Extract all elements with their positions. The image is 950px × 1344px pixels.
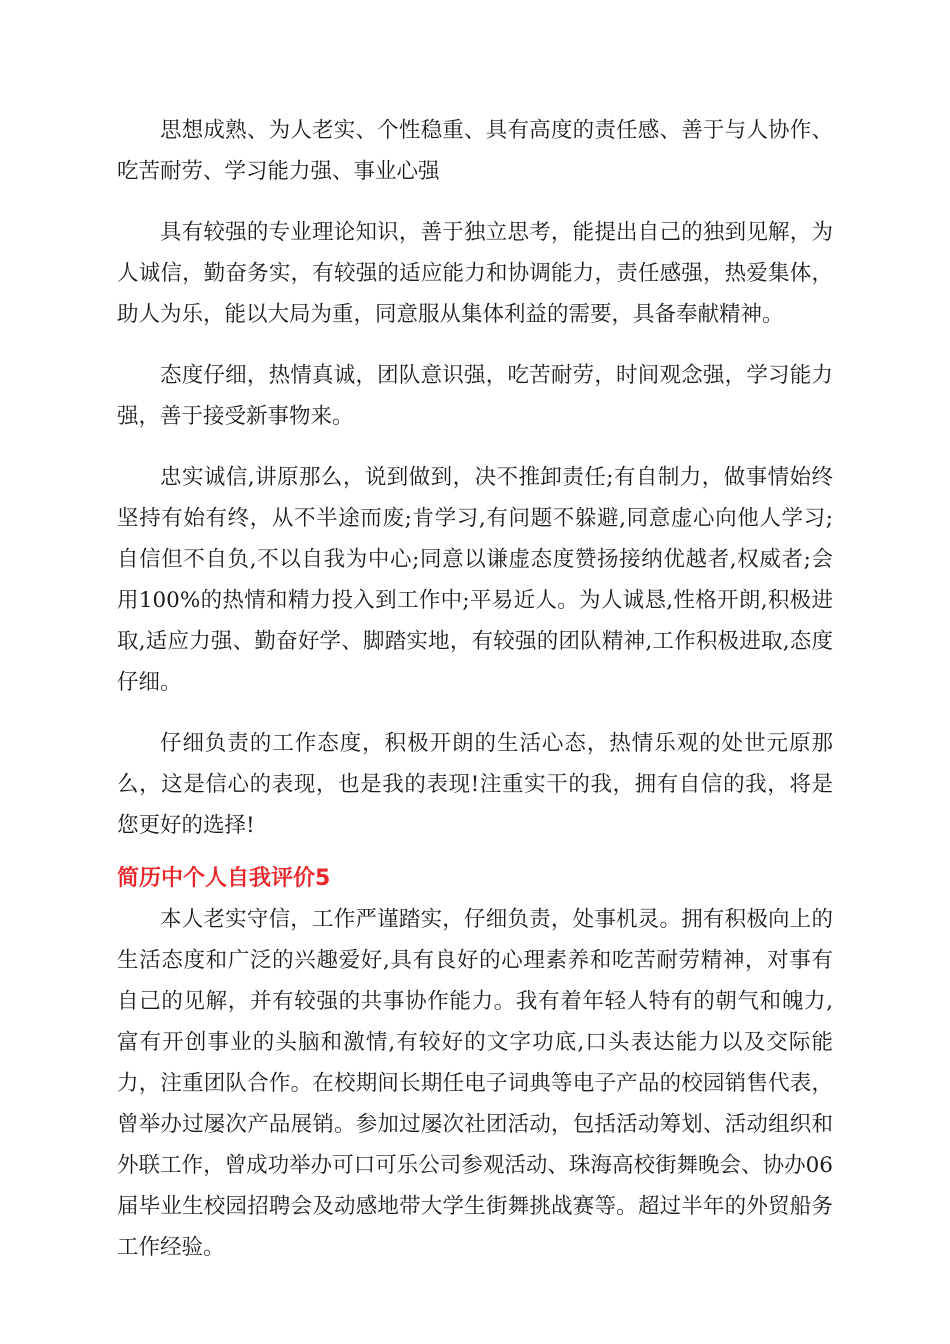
paragraph-3: 态度仔细，热情真诚，团队意识强，吃苦耐劳，时间观念强，学习能力强，善于接受新事物来。 bbox=[117, 363, 833, 429]
paragraph-1: 思想成熟、为人老实、个性稳重、具有高度的责任感、善于与人协作、吃苦耐劳、学习能力强、事业心强 bbox=[117, 118, 833, 184]
section-heading: 简历中个人自我评价5 bbox=[117, 866, 331, 891]
document-page bbox=[117, 110, 833, 1268]
paragraph-4: 忠实诚信,讲原那么，说到做到，决不推卸责任;有自制力，做事情始终坚持有始有终，从不半途而废;肯学习,有问题不躲避,同意虚心向他人学习;自信但不自负,不以自我为中心;同意以谦虚态度赞扬接纳优越者,权威者;会用100%的热情和精力投入到工作中;平易近人。为人诚恳,性格开朗,积极进取,适应力强、勤奋好学、脚踏实地，有较强的团队精神,工作积极进取,态度仔细。 bbox=[117, 465, 833, 695]
paragraph-2: 具有较强的专业理论知识，善于独立思考，能提出自己的独到见解，为人诚信，勤奋务实，有较强的适应能力和协调能力，责任感强，热爱集体，助人为乐，能以大局为重，同意服从集体利益的需要，具备奉献精神。 bbox=[117, 220, 833, 327]
paragraph-5: 仔细负责的工作态度，积极开朗的生活心态，热情乐观的处世元原那么，这是信心的表现，也是我的表现!注重实干的我，拥有自信的我，将是您更好的选择! bbox=[117, 731, 833, 838]
section-paragraph: 本人老实守信，工作严谨踏实，仔细负责，处事机灵。拥有积极向上的生活态度和广泛的兴趣爱好,具有良好的心理素养和吃苦耐劳精神，对事有自己的见解，并有较强的共事协作能力。我有着年轻人特有的朝气和魄力,富有开创事业的头脑和激情,有较好的文字功底,口头表达能力以及交际能力，注重团队合作。在校期间长期任电子词典等电子产品的校园销售代表，曾举办过屡次产品展销。参加过屡次社团活动，包括活动筹划、活动组织和外联工作，曾成功举办可口可乐公司参观活动、珠海高校街舞晚会、协办06届毕业生校园招聘会及动感地带大学生街舞挑战赛等。超过半年的外贸船务工作经验。 bbox=[117, 907, 833, 1260]
